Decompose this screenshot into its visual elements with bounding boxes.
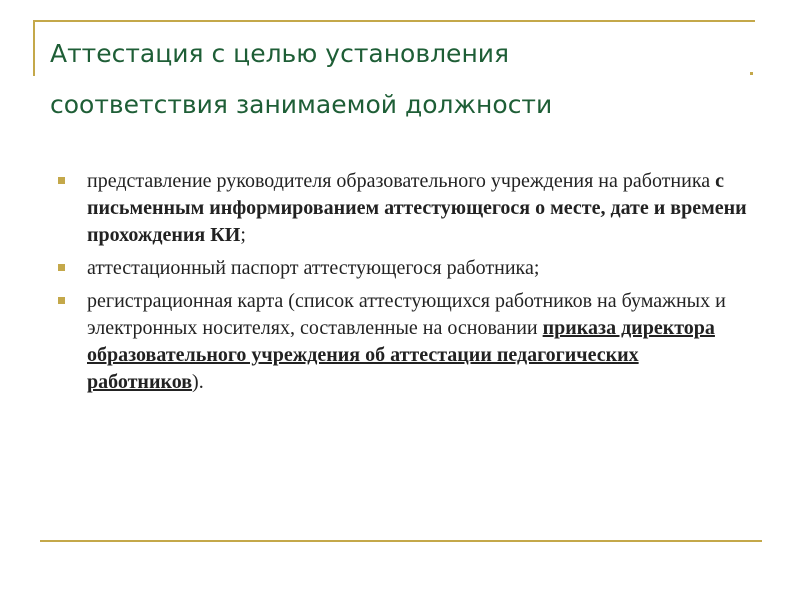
title-line-2: соответствия занимаемой должности	[50, 90, 553, 119]
bullet-square-icon	[58, 177, 65, 184]
bullet-2-text: аттестационный паспорт аттестующегося работника;	[87, 257, 540, 279]
slide-title	[50, 28, 740, 130]
title-line-1: Аттестация с целью установления	[50, 39, 510, 68]
bullet-3-text: регистрационная карта (список аттестующихся работников на бумажных и электронных носителях, составленные на основании	[87, 290, 726, 339]
bullet-item-1	[58, 168, 758, 249]
bullet-item-2	[58, 255, 758, 282]
bullet-3-underlined-text: приказа директора образовательного учреждения об аттестации педагогических работников	[87, 317, 715, 393]
bullet-square-icon	[58, 264, 65, 271]
frame-bottom-line	[40, 540, 762, 542]
frame-top-line	[33, 20, 755, 22]
bullet-square-icon	[58, 297, 65, 304]
frame-left-line	[33, 20, 35, 76]
bullet-3-end: ).	[192, 371, 204, 393]
frame-corner-dot	[750, 72, 753, 75]
bullet-1-bold-text: с письменным информированием аттестующегося о месте, дате и времени прохождения КИ	[87, 170, 747, 246]
bullet-1-text: представление руководителя образовательного учреждения на работника	[87, 170, 716, 192]
bullet-item-3	[58, 288, 758, 396]
bullet-1-end: ;	[240, 224, 246, 246]
bullet-list	[58, 168, 758, 402]
